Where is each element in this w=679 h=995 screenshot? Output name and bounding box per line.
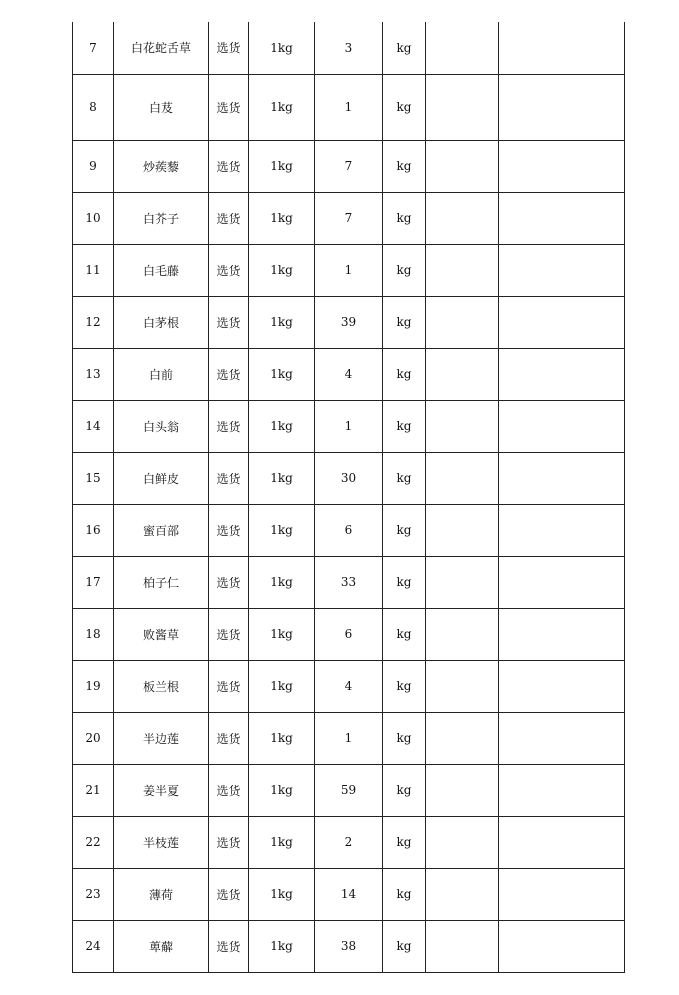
grade-cell: 选货 — [209, 296, 249, 348]
note-cell — [499, 920, 625, 972]
quantity-cell: 3 — [315, 22, 383, 74]
grade-cell: 选货 — [209, 244, 249, 296]
row-number-cell: 9 — [73, 140, 114, 192]
table-row — [73, 74, 625, 140]
spec-cell: 1kg — [249, 868, 315, 920]
unit-cell: kg — [383, 400, 426, 452]
note-cell — [499, 712, 625, 764]
note-cell — [499, 868, 625, 920]
quantity-cell: 33 — [315, 556, 383, 608]
unit-cell: kg — [383, 192, 426, 244]
table-row — [73, 660, 625, 712]
unit-cell: kg — [383, 712, 426, 764]
remark-cell — [426, 74, 499, 140]
unit-cell: kg — [383, 764, 426, 816]
remark-cell — [426, 244, 499, 296]
unit-cell: kg — [383, 608, 426, 660]
medicine-name-cell: 炒蒺藜 — [114, 140, 209, 192]
quantity-cell: 4 — [315, 348, 383, 400]
unit-cell: kg — [383, 556, 426, 608]
medicine-name-cell: 败酱草 — [114, 608, 209, 660]
grade-cell: 选货 — [209, 400, 249, 452]
spec-cell: 1kg — [249, 400, 315, 452]
medicine-name-cell: 白鲜皮 — [114, 452, 209, 504]
quantity-cell: 30 — [315, 452, 383, 504]
quantity-cell: 1 — [315, 244, 383, 296]
medicine-name-cell: 白花蛇舌草 — [114, 22, 209, 74]
table-row — [73, 452, 625, 504]
grade-cell: 选货 — [209, 556, 249, 608]
spec-cell: 1kg — [249, 764, 315, 816]
unit-cell: kg — [383, 816, 426, 868]
quantity-cell: 4 — [315, 660, 383, 712]
note-cell — [499, 556, 625, 608]
table-body — [73, 22, 625, 972]
remark-cell — [426, 192, 499, 244]
quantity-cell: 7 — [315, 140, 383, 192]
unit-cell: kg — [383, 140, 426, 192]
remark-cell — [426, 504, 499, 556]
medicine-name-cell: 半枝莲 — [114, 816, 209, 868]
table-row — [73, 608, 625, 660]
medicine-name-cell: 薄荷 — [114, 868, 209, 920]
note-cell — [499, 400, 625, 452]
row-number-cell: 22 — [73, 816, 114, 868]
remark-cell — [426, 816, 499, 868]
unit-cell: kg — [383, 868, 426, 920]
grade-cell: 选货 — [209, 660, 249, 712]
table-row — [73, 400, 625, 452]
spec-cell: 1kg — [249, 244, 315, 296]
remark-cell — [426, 868, 499, 920]
unit-cell: kg — [383, 504, 426, 556]
medicine-name-cell: 白芥子 — [114, 192, 209, 244]
unit-cell: kg — [383, 296, 426, 348]
unit-cell: kg — [383, 920, 426, 972]
quantity-cell: 1 — [315, 400, 383, 452]
row-number-cell: 15 — [73, 452, 114, 504]
spec-cell: 1kg — [249, 816, 315, 868]
table-row — [73, 296, 625, 348]
quantity-cell: 6 — [315, 504, 383, 556]
quantity-cell: 38 — [315, 920, 383, 972]
remark-cell — [426, 348, 499, 400]
row-number-cell: 23 — [73, 868, 114, 920]
spec-cell: 1kg — [249, 192, 315, 244]
quantity-cell: 39 — [315, 296, 383, 348]
remark-cell — [426, 452, 499, 504]
medicine-name-cell: 蜜百部 — [114, 504, 209, 556]
spec-cell: 1kg — [249, 296, 315, 348]
grade-cell: 选货 — [209, 868, 249, 920]
unit-cell: kg — [383, 22, 426, 74]
medicine-name-cell: 柏子仁 — [114, 556, 209, 608]
spec-cell: 1kg — [249, 556, 315, 608]
row-number-cell: 18 — [73, 608, 114, 660]
spec-cell: 1kg — [249, 920, 315, 972]
remark-cell — [426, 22, 499, 74]
row-number-cell: 17 — [73, 556, 114, 608]
table-row — [73, 192, 625, 244]
note-cell — [499, 22, 625, 74]
spec-cell: 1kg — [249, 348, 315, 400]
remark-cell — [426, 296, 499, 348]
grade-cell: 选货 — [209, 140, 249, 192]
table-row — [73, 920, 625, 972]
row-number-cell: 21 — [73, 764, 114, 816]
medicine-name-cell: 萆薢 — [114, 920, 209, 972]
medicine-name-cell: 板兰根 — [114, 660, 209, 712]
grade-cell: 选货 — [209, 608, 249, 660]
grade-cell: 选货 — [209, 452, 249, 504]
note-cell — [499, 504, 625, 556]
grade-cell: 选货 — [209, 348, 249, 400]
quantity-cell: 6 — [315, 608, 383, 660]
row-number-cell: 19 — [73, 660, 114, 712]
note-cell — [499, 74, 625, 140]
medicine-table — [72, 22, 625, 973]
row-number-cell: 24 — [73, 920, 114, 972]
remark-cell — [426, 660, 499, 712]
note-cell — [499, 816, 625, 868]
spec-cell: 1kg — [249, 22, 315, 74]
note-cell — [499, 296, 625, 348]
quantity-cell: 2 — [315, 816, 383, 868]
medicine-name-cell: 姜半夏 — [114, 764, 209, 816]
grade-cell: 选货 — [209, 192, 249, 244]
table-row — [73, 244, 625, 296]
spec-cell: 1kg — [249, 712, 315, 764]
row-number-cell: 16 — [73, 504, 114, 556]
remark-cell — [426, 712, 499, 764]
grade-cell: 选货 — [209, 764, 249, 816]
table-row — [73, 764, 625, 816]
note-cell — [499, 140, 625, 192]
table-row — [73, 22, 625, 74]
grade-cell: 选货 — [209, 712, 249, 764]
note-cell — [499, 348, 625, 400]
table-row — [73, 348, 625, 400]
note-cell — [499, 764, 625, 816]
medicine-name-cell: 白前 — [114, 348, 209, 400]
grade-cell: 选货 — [209, 816, 249, 868]
row-number-cell: 8 — [73, 74, 114, 140]
note-cell — [499, 608, 625, 660]
table-row — [73, 712, 625, 764]
row-number-cell: 14 — [73, 400, 114, 452]
remark-cell — [426, 764, 499, 816]
medicine-name-cell: 白头翁 — [114, 400, 209, 452]
note-cell — [499, 244, 625, 296]
medicine-name-cell: 白毛藤 — [114, 244, 209, 296]
table-row — [73, 816, 625, 868]
table-row — [73, 556, 625, 608]
table-row — [73, 868, 625, 920]
grade-cell: 选货 — [209, 74, 249, 140]
quantity-cell: 1 — [315, 712, 383, 764]
medicine-list-sheet — [72, 22, 624, 973]
remark-cell — [426, 400, 499, 452]
table-row — [73, 140, 625, 192]
unit-cell: kg — [383, 244, 426, 296]
row-number-cell: 20 — [73, 712, 114, 764]
quantity-cell: 14 — [315, 868, 383, 920]
grade-cell: 选货 — [209, 504, 249, 556]
spec-cell: 1kg — [249, 74, 315, 140]
grade-cell: 选货 — [209, 920, 249, 972]
quantity-cell: 59 — [315, 764, 383, 816]
unit-cell: kg — [383, 452, 426, 504]
medicine-name-cell: 白芨 — [114, 74, 209, 140]
row-number-cell: 10 — [73, 192, 114, 244]
remark-cell — [426, 920, 499, 972]
unit-cell: kg — [383, 74, 426, 140]
spec-cell: 1kg — [249, 660, 315, 712]
quantity-cell: 7 — [315, 192, 383, 244]
note-cell — [499, 660, 625, 712]
row-number-cell: 7 — [73, 22, 114, 74]
table-row — [73, 504, 625, 556]
row-number-cell: 12 — [73, 296, 114, 348]
medicine-name-cell: 半边莲 — [114, 712, 209, 764]
unit-cell: kg — [383, 348, 426, 400]
spec-cell: 1kg — [249, 504, 315, 556]
remark-cell — [426, 556, 499, 608]
spec-cell: 1kg — [249, 140, 315, 192]
spec-cell: 1kg — [249, 452, 315, 504]
row-number-cell: 11 — [73, 244, 114, 296]
grade-cell: 选货 — [209, 22, 249, 74]
note-cell — [499, 192, 625, 244]
spec-cell: 1kg — [249, 608, 315, 660]
remark-cell — [426, 608, 499, 660]
remark-cell — [426, 140, 499, 192]
note-cell — [499, 452, 625, 504]
quantity-cell: 1 — [315, 74, 383, 140]
row-number-cell: 13 — [73, 348, 114, 400]
unit-cell: kg — [383, 660, 426, 712]
medicine-name-cell: 白茅根 — [114, 296, 209, 348]
